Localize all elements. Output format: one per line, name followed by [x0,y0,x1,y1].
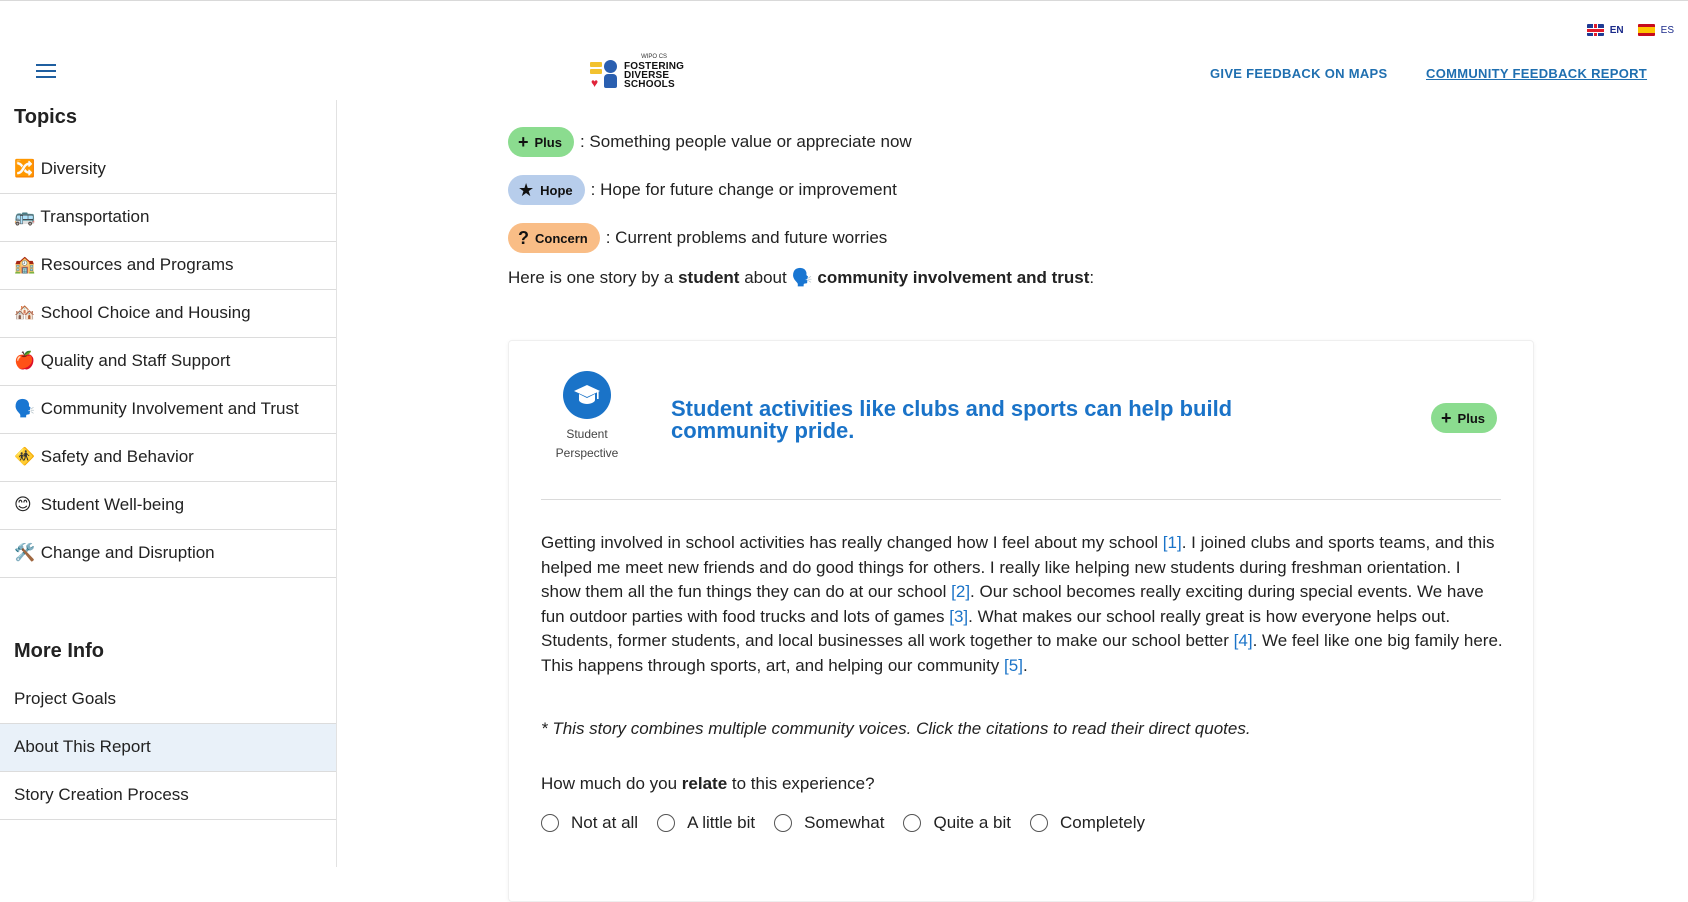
sidebar-item-community-involvement-and-trust[interactable] [0,386,336,434]
give-feedback-on-maps-link[interactable]: GIVE FEEDBACK ON MAPS [1210,66,1388,81]
sidebar-item-student-well-being[interactable] [0,482,336,530]
speaking-head-icon: 🗣️ [14,399,36,418]
topics-heading: Topics [14,106,77,128]
legend-description: : Something people value or appreciate now [579,132,912,151]
story-title: Student activities like clubs and sports can help build community pride. [671,396,1233,443]
community-feedback-report-link[interactable]: COMMUNITY FEEDBACK REPORT [1426,66,1648,81]
legend-description: : Current problems and future worries [605,228,888,247]
citation-2-link[interactable]: [2] [951,582,971,601]
question-icon: ? [518,228,529,248]
children-crossing-icon: 🚸 [14,447,36,466]
plus-icon: + [518,132,529,152]
citation-3-link[interactable]: [3] [949,606,969,626]
relate-option-a-little-bit[interactable] [657,813,755,833]
sidebar-item-project-goals[interactable]: Project Goals [0,676,336,724]
bus-icon: 🚌 [14,207,36,226]
sidebar-item-story-creation-process[interactable]: Story Creation Process [0,772,336,820]
citation-5-link[interactable]: [5] [1004,655,1023,675]
language-switcher [1587,24,1674,36]
story-card [508,340,1534,902]
logo-mark-icon: ♥ [590,52,620,90]
sidebar-item-transportation[interactable] [0,194,336,242]
story-intro [508,268,1538,288]
legend-description: : Hope for future change or improvement [590,180,897,199]
intro-role: student [678,268,740,287]
radio-label: Not at all [571,813,639,832]
radio-button[interactable] [774,814,792,832]
relate-option-quite-a-bit[interactable] [903,813,1011,833]
relate-question: How much do you relate to this experience? [541,774,875,793]
smiling-face-icon: 😊 [14,495,32,514]
logo-wordmark: WIPO CS FOSTERING DIVERSE SCHOOLS [624,53,685,90]
radio-label: A little bit [687,813,756,832]
apple-icon: 🍎 [14,351,36,370]
spain-flag-icon[interactable] [1638,24,1655,36]
graduation-cap-icon [563,371,611,419]
radio-label: Quite a bit [933,813,1011,832]
more-info-heading: More Info [14,640,104,662]
card-divider [541,499,1501,500]
sidebar [0,100,337,867]
sidebar-item-resources-and-programs[interactable] [0,242,336,290]
radio-label: Completely [1059,813,1146,832]
main-content [508,100,1538,832]
sidebar-item-label: Quality and Staff Support [40,351,231,370]
sidebar-item-safety-and-behavior[interactable] [0,434,336,482]
sidebar-item-label: Resources and Programs [40,255,234,274]
uk-flag-icon[interactable] [1587,24,1604,36]
sidebar-item-change-and-disruption[interactable] [0,530,336,578]
radio-button[interactable] [903,814,921,832]
intro-suffix: : [1089,268,1095,287]
sidebar-item-label: School Choice and Housing [40,303,251,322]
language-es-link[interactable]: ES [1660,24,1674,36]
intro-topic: community involvement and trust [817,268,1090,287]
radio-button[interactable] [541,814,559,832]
sidebar-item-school-choice-and-housing[interactable] [0,290,336,338]
plus-pill [508,127,574,157]
shuffle-icon: 🔀 [14,159,36,178]
sidebar-item-label: Transportation [40,207,150,226]
legend-plus [508,124,1538,160]
pill-label: Concern [535,230,588,246]
sidebar-item-diversity[interactable] [0,146,336,194]
hamburger-menu-icon[interactable] [36,64,56,80]
radio-button[interactable] [1030,814,1048,832]
citation-1-link[interactable]: [1] [1162,533,1182,552]
perspective-label: Student Perspective [555,427,619,460]
more-info-list [0,676,336,820]
sidebar-item-quality-and-staff-support[interactable] [0,338,336,386]
student-perspective [539,371,635,463]
language-en-link[interactable]: EN [1609,24,1624,36]
concern-pill [508,223,600,253]
hope-pill [508,175,585,205]
legend-hope [508,172,1538,208]
sidebar-item-label: Community Involvement and Trust [40,399,299,418]
pill-label: Plus [534,134,562,150]
topics-list [0,146,336,578]
pill-label: Hope [540,182,573,198]
relate-option-not-at-all[interactable] [541,813,638,833]
star-icon: ★ [518,180,535,200]
houses-icon: 🏘️ [14,303,36,322]
plus-icon: + [1441,408,1452,428]
intro-prefix: Here is one story by a [508,268,679,287]
citation-4-link[interactable]: [4] [1233,631,1253,650]
story-note: * This story combines multiple community voices. Click the citations to read their direct quotes. [541,719,1251,738]
intro-middle: about [739,268,792,287]
top-divider [0,0,1688,1]
relate-option-completely[interactable] [1030,813,1145,833]
pill-label: Plus [1457,410,1485,426]
sidebar-item-label: Student Well-being [40,495,185,514]
school-building-icon: 🏫 [14,255,36,274]
radio-label: Somewhat [804,813,885,832]
relate-options [541,813,1164,833]
site-logo[interactable] [590,52,684,90]
radio-button[interactable] [657,814,675,832]
story-body: Getting involved in school activities has really changed how I feel about my school [1]. I joined clubs and sports teams, and this helped me meet new friends and do good things for others. I really like helping new students during freshman orientation. I show them all the fun things they can do at our school [2]. Our school becomes really exciting during special events. We have fun outdoor parties with food trucks and lots of games [3]. What makes our school really great is how everyone helps out. Students, former students, and local businesses all work together to make our school better [4]. We feel like one big family here. This happens through sports, art, and helping our community [5]. [541,533,1503,675]
sidebar-item-label: Diversity [40,159,106,178]
tools-icon: 🛠️ [14,543,36,562]
sidebar-item-label: Safety and Behavior [40,447,194,466]
story-tag-plus [1431,403,1497,433]
sidebar-item-about-this-report[interactable]: About This Report [0,724,336,772]
legend-concern [508,220,1538,256]
relate-option-somewhat[interactable] [774,813,884,833]
sidebar-item-label: Change and Disruption [40,543,215,562]
speaking-head-icon: 🗣️ [791,268,813,287]
